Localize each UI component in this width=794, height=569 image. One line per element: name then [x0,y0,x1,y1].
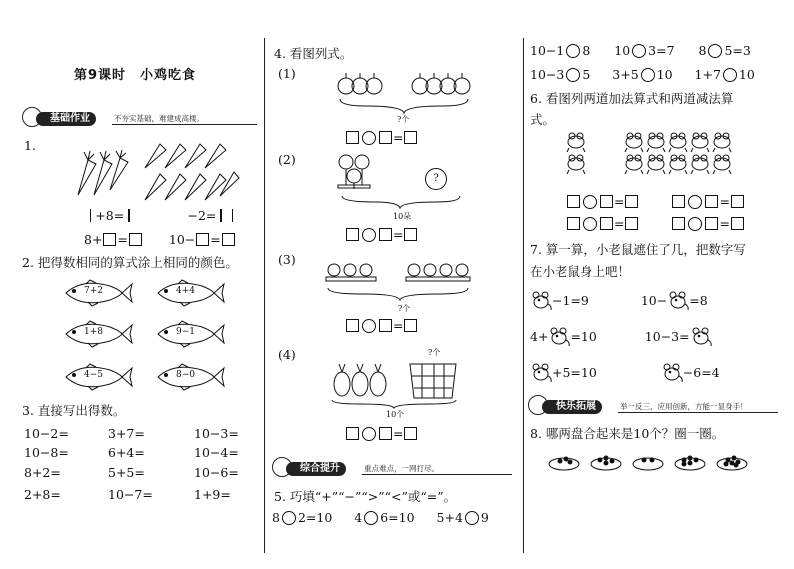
q4-text: 4. 看图列式。 [274,46,353,61]
radish-group-large-icon [140,140,240,204]
q7-text-2: 在小老鼠身上吧！ [530,264,631,279]
fish-card[interactable] [154,362,226,392]
mouse-icon[interactable] [667,290,689,310]
section-rule [618,412,778,413]
q3-item: 3+7= [108,426,145,441]
answer-circle[interactable] [566,68,580,82]
q3-text: 3. 直接写出得数。 [22,403,126,418]
answer-circle[interactable] [566,44,580,58]
section-label: 综合提升 [286,462,346,476]
q6-text-2: 式。 [530,112,556,127]
q1-eq-b: −2= [187,208,217,223]
mystery-bubble: ? [425,168,447,190]
q1-eq-d-mid: = [210,232,221,247]
q7-row1: −1=9 10− =8 [530,290,708,310]
answer-circle[interactable] [465,511,479,525]
q4-p3-equation: = [345,318,418,333]
q5-row: 8 2=10 4 6=10 5+4 9 [272,510,489,525]
q1-number: 1. [24,138,36,153]
q4-p1-equation: = [345,130,418,145]
answer-box[interactable] [129,233,142,246]
q1-eq-c-mid: = [117,232,128,247]
mouse-shape [548,326,570,346]
answer-circle[interactable] [641,68,655,82]
compare-row-2: 10−3 5 3+5 10 1+7 10 [530,67,755,82]
answer-circle[interactable] [282,511,296,525]
q4-p4-total: 10个 [386,410,405,419]
peach-group-icon [322,250,472,310]
pineapple-basket-icon [330,356,470,408]
q1-eq-c-pre: 8+ [84,232,103,247]
q3-item: 10−2= [24,426,69,441]
answer-circle[interactable] [723,68,737,82]
section-label: 快乐拓展 [542,400,602,414]
fish-card[interactable] [154,319,226,349]
q1-row2 [84,232,236,247]
q6-text: 6. 看图列两道加法算式和两道减法算 [530,91,734,106]
q3-item: 10−6= [194,465,239,480]
q3-item: 1+9= [194,487,231,502]
mouse-icon[interactable] [530,290,552,310]
q8-text: 8. 哪两盘合起来是10个？圈一圈。 [530,426,725,441]
q4-p4-equation: = [345,426,418,441]
fish-expression: 4−5 [84,370,103,380]
q4-p2-total: 10朵 [393,212,412,221]
section-banner-extension [528,398,784,416]
q1-eq-a: +8= [95,208,125,223]
fish-expression: 8−0 [176,370,195,380]
q7-row2: 4+ =10 10−3= [530,326,712,346]
q3-item: 8+2= [24,465,61,480]
mouse-icon[interactable] [690,326,712,346]
q5-text: 5. 巧填“+”“−”“>”“<”或“=”。 [274,489,457,504]
q1-row1 [86,208,237,223]
section-note: 不夯实基础，难建成高楼。 [114,114,204,123]
mouse-shape [530,290,552,310]
fish-expression: 4+4 [176,286,195,296]
q3-item: 10−3= [194,426,239,441]
plates-icon [548,446,768,476]
q3-item: 6+4= [108,445,145,460]
q4-part3-label: (3) [278,252,296,267]
answer-box[interactable] [222,233,235,246]
compare-row-1: 10−1 8 10 3=7 8 5=3 [530,43,751,58]
section-note: 重点难点，一网打尽。 [364,464,439,473]
section-rule [362,474,512,475]
frog-group-icon [566,128,746,188]
q3-item: 5+5= [108,465,145,480]
q4-p3-total: ?个 [398,304,411,313]
fish-card[interactable] [154,278,226,308]
q4-part4-label: (4) [278,347,296,362]
page-title: 第9课时 小鸡吃食 [74,68,197,83]
q3-item: 2+8= [24,487,61,502]
mouse-shape [690,326,712,346]
mouse-icon[interactable] [530,362,552,382]
q7-row3: +5=10 −6=4 [530,362,720,382]
radish-group-small-icon [70,150,130,200]
q4-p1-total: ?个 [397,115,410,124]
section-rule [112,124,257,125]
q3-item: 10−4= [194,445,239,460]
answer-circle[interactable] [632,44,646,58]
q7-text: 7. 算一算，小老鼠遮住了几，把数字写 [530,242,746,257]
fish-expression: 7+2 [84,286,103,296]
q4-p2-equation: = [345,227,418,242]
fish-card[interactable] [62,362,134,392]
fish-card[interactable] [62,319,134,349]
section-banner-basic [22,110,260,128]
q4-part1-label: (1) [278,66,296,81]
q2-text: 2. 把得数相同的算式涂上相同的颜色。 [22,255,238,270]
mouse-shape [661,362,683,382]
fish-card[interactable] [62,278,134,308]
mouse-icon[interactable] [548,326,570,346]
mouse-shape [530,362,552,382]
flower-group-icon [336,152,476,212]
answer-circle[interactable] [364,511,378,525]
section-banner-comprehensive [272,460,520,478]
section-label: 基础作业 [36,112,96,126]
answer-box[interactable] [196,233,209,246]
q4-part2-label: (2) [278,152,296,167]
fish-expression: 1+8 [84,327,103,337]
mouse-shape [667,290,689,310]
q6-eq-row1: = = [566,194,745,209]
q1-eq-d-pre: 10− [168,232,196,247]
mouse-icon[interactable] [661,362,683,382]
answer-circle[interactable] [708,44,722,58]
column-divider-right [523,38,524,553]
answer-box[interactable] [103,233,116,246]
q4-p4-q: ?个 [428,348,441,357]
q6-eq-row2: = = [566,216,745,231]
fish-expression: 9−1 [176,327,195,337]
q3-item: 10−8= [24,445,69,460]
section-note: 举一反三，应用创新，方能一显身手！ [620,402,748,411]
q3-item: 10−7= [108,487,153,502]
column-divider-left [264,38,265,553]
